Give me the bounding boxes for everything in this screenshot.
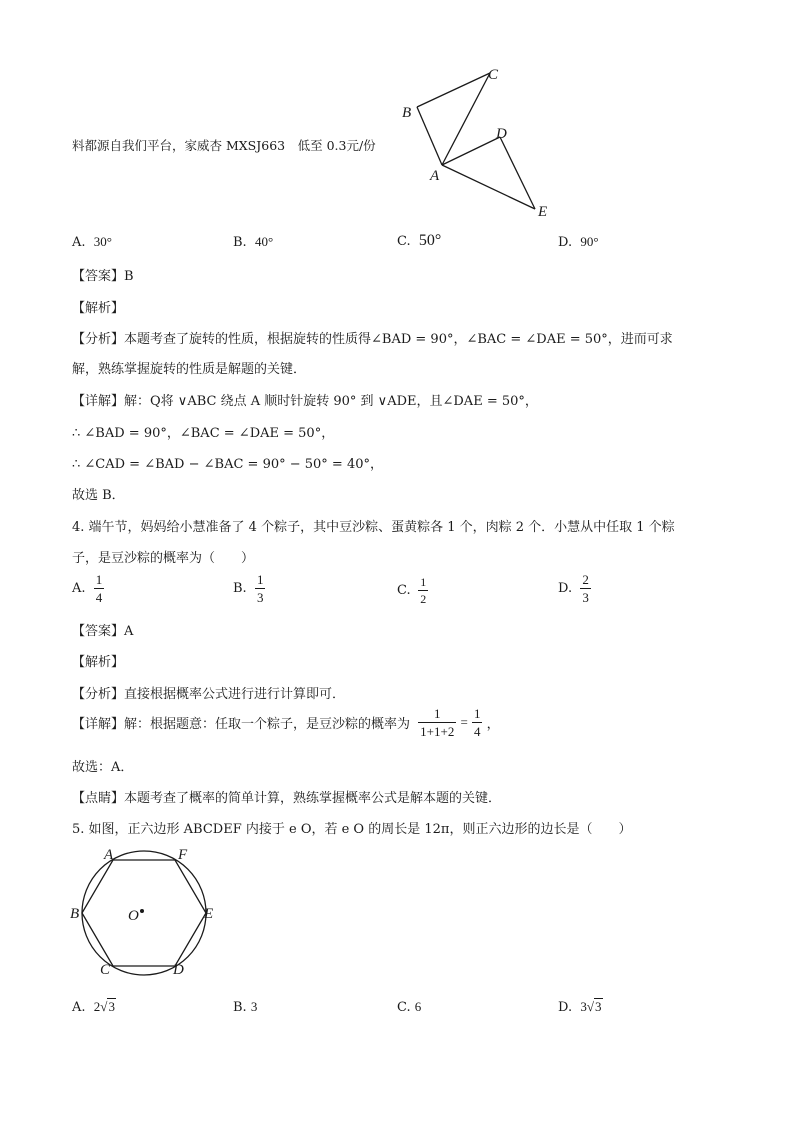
hexagon-circle-figure [68, 843, 228, 983]
q4-stem-line2: 子，是豆沙粽的概率为（ ） [72, 551, 255, 566]
label-c: C [488, 67, 499, 83]
q4-conclusion: 故选：A． [72, 760, 134, 775]
q3-answer: 【答案】B [72, 269, 134, 284]
segment-ca [442, 73, 490, 165]
segment-de [500, 137, 535, 209]
q5-option-d[interactable]: D. 3√3 [558, 999, 602, 1015]
q4-analysis-label: 【解析】 [72, 655, 125, 670]
segment-bc [417, 73, 490, 107]
hexagon-abcdef [82, 860, 206, 966]
q3-detail: 【详解】解：Q将 ∨ABC 绕点 A 顺时针旋转 90° 到 ∨ADE，且∠DAE = 50°， [72, 394, 538, 409]
q4-dianjing: 【点睛】本题考查了概率的简单计算，熟练掌握概率公式是解本题的关键． [72, 791, 502, 806]
q5-option-a[interactable]: A. 2√3 [72, 999, 115, 1015]
label-b: B [402, 105, 412, 121]
hex-label-f: F [178, 847, 188, 863]
circle-o [82, 851, 206, 975]
q4-answer: 【答案】A [72, 624, 134, 639]
center-point [140, 909, 144, 913]
q3-option-b[interactable]: B. 40° [233, 234, 274, 250]
hex-label-a: A [104, 847, 114, 863]
q3-detail-step1: ∴ ∠BAD = 90°，∠BAC = ∠DAE = 50°， [72, 426, 335, 441]
q5-stem: 5. 如图，正六边形 ABCDEF 内接于 e O，若 e O 的周长是 12π，则正六边形的边长是（ ） [72, 822, 632, 837]
q3-fenxi: 【分析】本题考查了旋转的性质，根据旋转的性质得∠BAD = 90°，∠BAC = ∠DAE = 50°，进而可求 [72, 332, 673, 347]
q4-option-b[interactable]: B. $\frac{1}{3}$ [233, 572, 264, 605]
q5-option-c[interactable]: C. 6 [397, 999, 422, 1015]
label-d: D [496, 126, 507, 142]
q4-fenxi: 【分析】直接根据概率公式进行进行计算即可． [72, 687, 346, 702]
q3-analysis-label: 【解析】 [72, 301, 125, 316]
hex-label-c: C [100, 962, 111, 978]
q4-detail: 【详解】解：根据题意：任取一个粽子，是豆沙粽的概率为 $\frac{1}{1+1+2}$ = $\frac{1}{4}$ ， [72, 706, 500, 739]
q3-conclusion: 故选 B． [72, 488, 125, 503]
hex-label-d: D [173, 962, 184, 978]
q4-option-c[interactable]: C. $\frac{1}{2}$ [397, 575, 427, 606]
q4-stem-line1: 4. 端午节，妈妈给小慧准备了 4 个粽子，其中豆沙粽、蛋黄粽各 1 个，肉粽 2 个．小慧从中任取 1 个粽 [72, 520, 675, 535]
rotation-triangle-figure [395, 62, 565, 227]
q4-option-d[interactable]: D. $\frac{2}{3}$ [558, 572, 589, 605]
q3-detail-step2: ∴ ∠CAD = ∠BAD − ∠BAC = 90° − 50° = 40°， [72, 457, 384, 472]
q3-fenxi-cont: 解，熟练掌握旋转的性质是解题的关键． [72, 362, 307, 377]
q3-option-c[interactable]: C. 50° [397, 232, 442, 249]
segment-ab [417, 107, 442, 165]
label-e: E [538, 204, 548, 220]
hex-label-b: B [70, 906, 80, 922]
segment-ea [442, 165, 535, 209]
q5-option-b[interactable]: B. 3 [233, 999, 258, 1015]
q3-option-d[interactable]: D. 90° [558, 234, 599, 250]
q3-option-a[interactable]: A. 30° [72, 234, 112, 250]
promo-text: 料都源自我们平台，家威杏 MXSJ663 低至 0.3元/份 [72, 138, 376, 153]
label-a: A [430, 168, 440, 184]
hex-label-e: E [204, 906, 214, 922]
hex-label-o: O [128, 908, 139, 924]
segment-ad [442, 137, 500, 165]
q4-option-a[interactable]: A. $\frac{1}{4}$ [72, 572, 103, 605]
